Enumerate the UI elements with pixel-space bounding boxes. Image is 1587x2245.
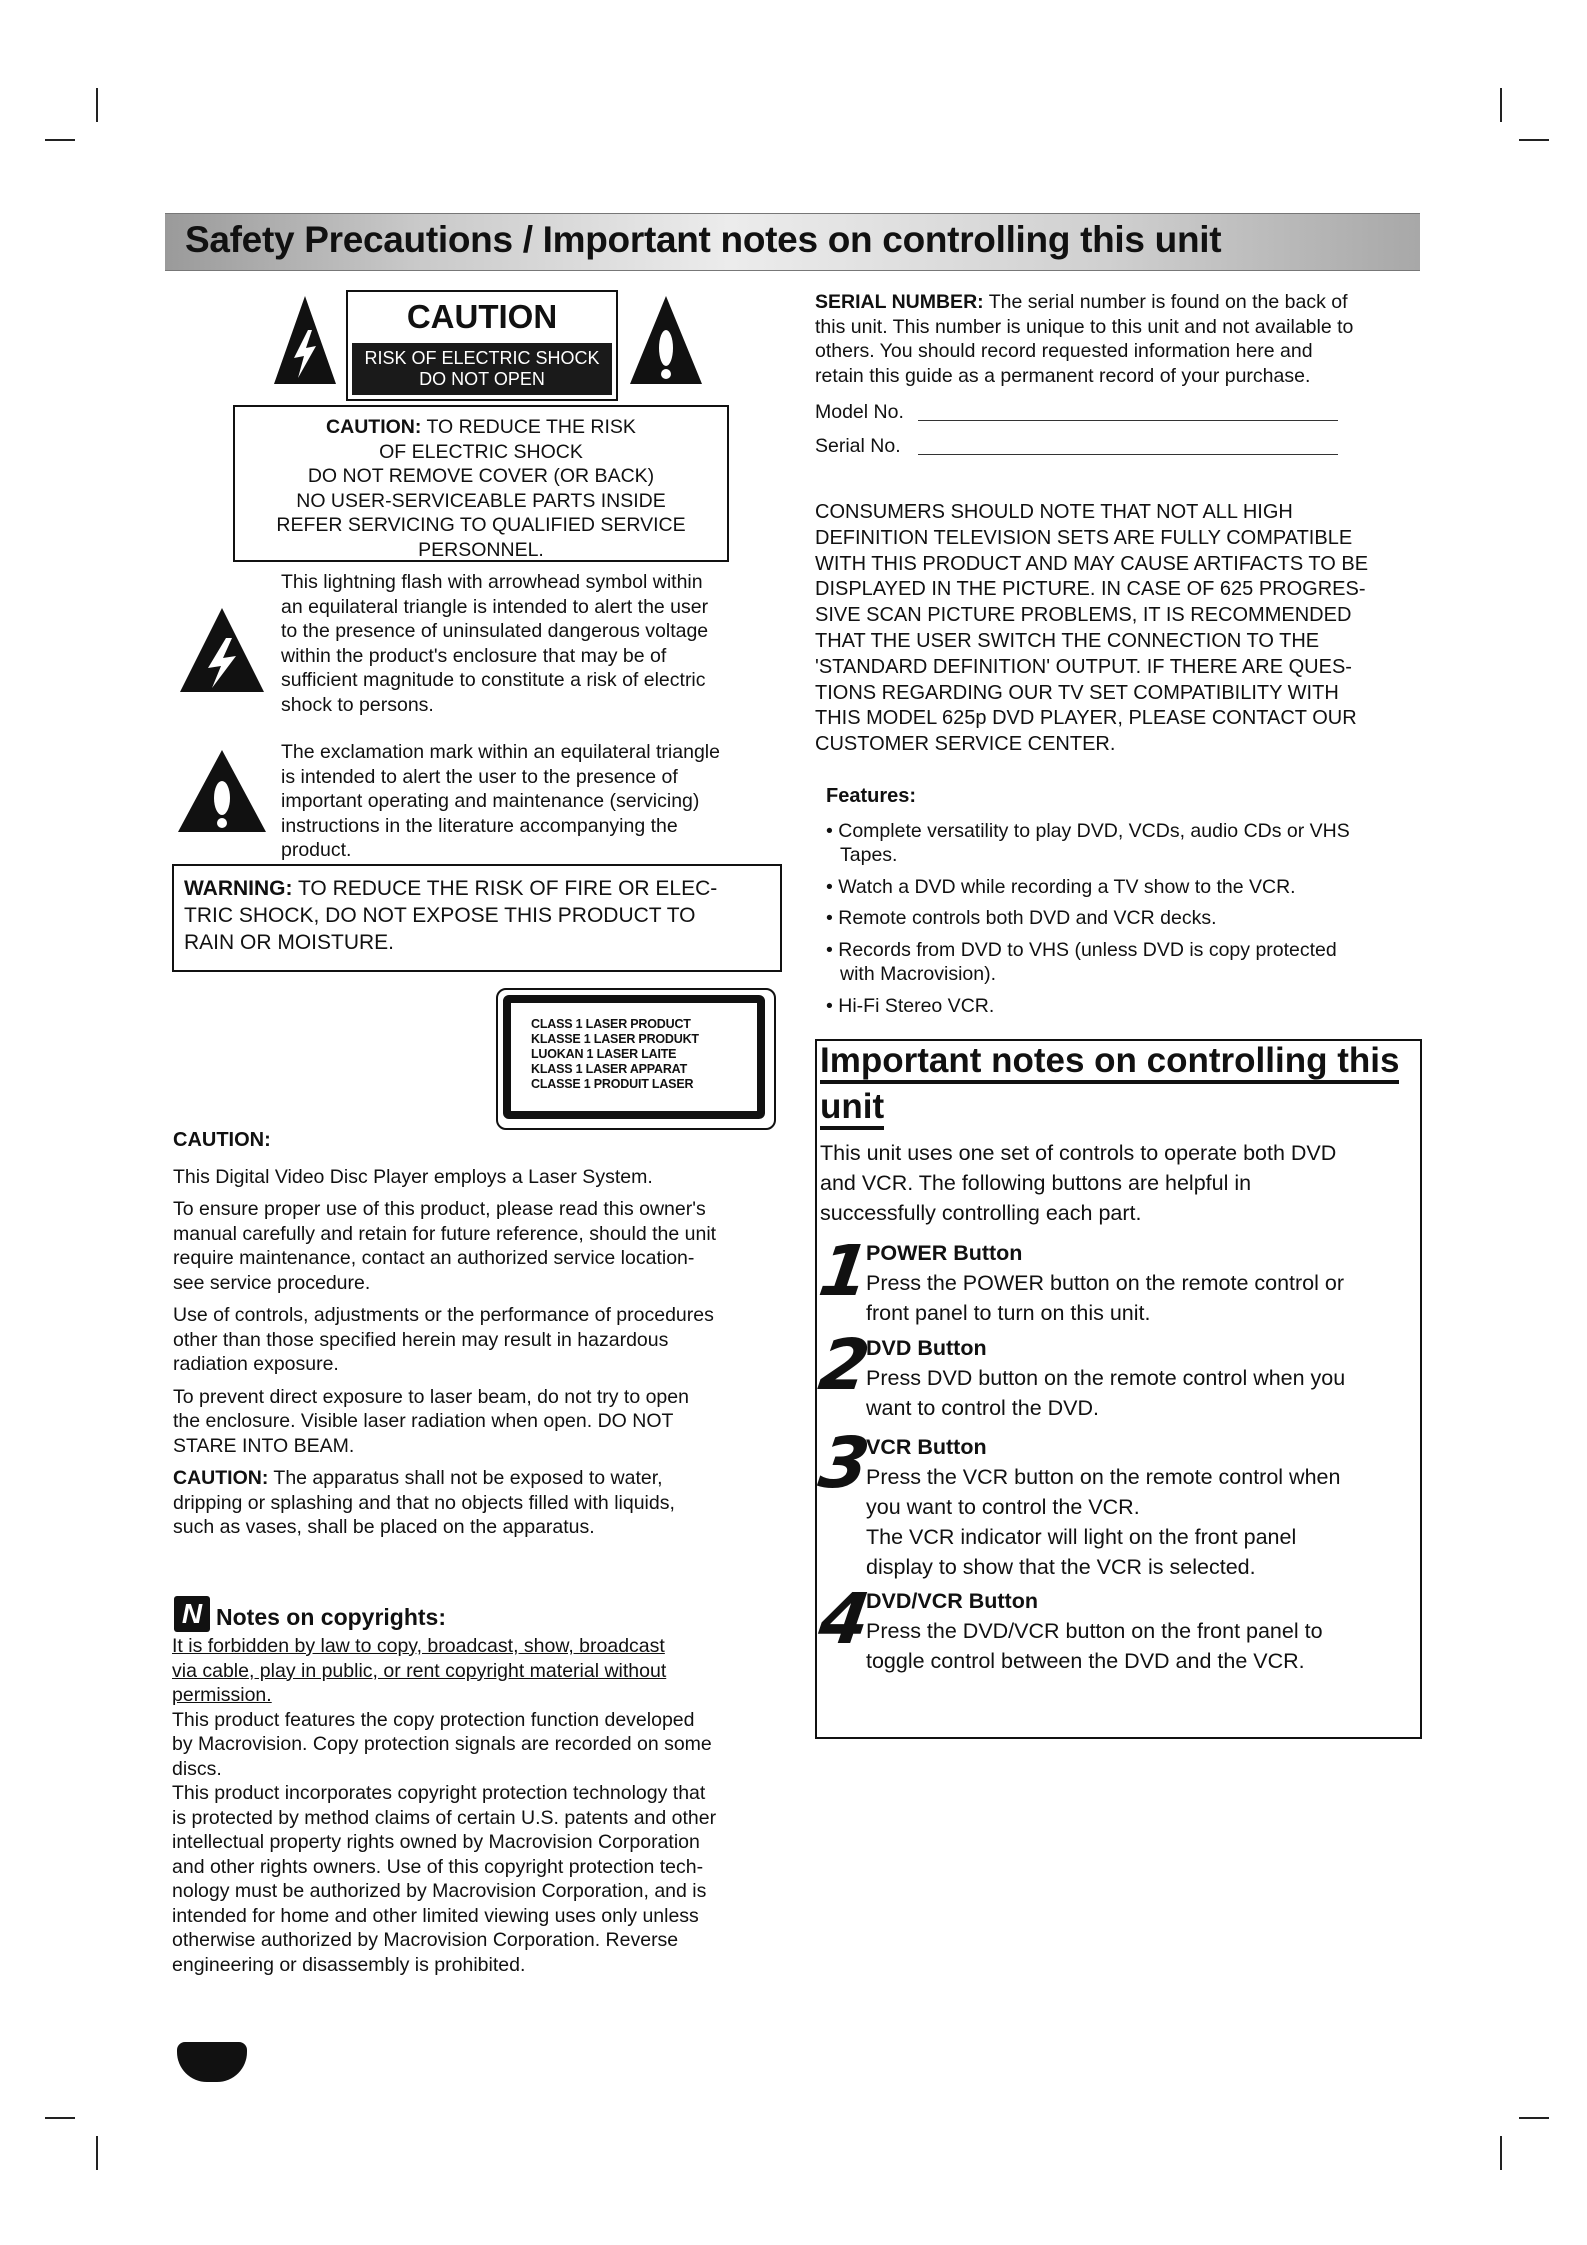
text-line: TIONS REGARDING OUR TV SET COMPATIBILITY WITH	[815, 681, 1339, 704]
text-line: retain this guide as a permanent record of your purchase.	[815, 364, 1311, 387]
text-line: this unit. This number is unique to this unit and not available to	[815, 315, 1354, 338]
important-notes-title	[820, 1038, 1420, 1130]
text-line: discs.	[172, 1757, 222, 1780]
text-line: • Watch a DVD while recording a TV show to the VCR.	[826, 875, 1296, 898]
text-line: other than those specified herein may result in hazardous	[173, 1328, 669, 1351]
text-line: This product features the copy protection function developed	[172, 1708, 695, 1731]
text-line: STARE INTO BEAM.	[173, 1434, 355, 1457]
caution-box-line: DO NOT REMOVE COVER (OR BACK)	[307, 465, 655, 487]
paragraph	[172, 1708, 792, 1782]
step-number: 1	[814, 1230, 875, 1312]
step-dvd	[866, 1333, 1426, 1423]
text-line: The exclamation mark within an equilateral triangle	[281, 741, 720, 763]
text-line: shock to persons.	[281, 693, 434, 716]
text-line: 'STANDARD DEFINITION' OUTPUT. IF THERE ARE QUES-	[815, 655, 1352, 678]
text-line: DISPLAYED IN THE PICTURE. IN CASE OF 625 PROGRES-	[815, 578, 1366, 601]
caution-box-line: REFER SERVICING TO QUALIFIED SERVICE	[276, 514, 686, 536]
caution-box-line: PERSONNEL.	[418, 538, 544, 561]
text-line: others. You should record requested information here and	[815, 340, 1313, 362]
lightning-warning-icon	[272, 292, 338, 388]
text-line: sufficient magnitude to constitute a risk of electric	[281, 669, 706, 691]
paragraph	[173, 1303, 793, 1377]
warning-label: WARNING:	[184, 877, 293, 900]
lightning-triangle-icon	[176, 604, 268, 696]
step-title: VCR Button	[866, 1435, 987, 1459]
copyright-warning	[172, 1634, 792, 1708]
text-line: To ensure proper use of this product, please read this owner's	[173, 1198, 706, 1220]
text-line: To prevent direct exposure to laser beam, do not try to open	[173, 1385, 689, 1408]
text-line: require maintenance, contact an authorized service location-	[173, 1247, 695, 1269]
text-line: see service procedure.	[173, 1271, 371, 1294]
laser-label-line: KLASSE 1 LASER PRODUKT	[531, 1032, 699, 1046]
model-no-label: Model No.	[815, 401, 904, 423]
text-line: to the presence of uninsulated dangerous voltage	[281, 620, 709, 642]
laser-label-line: KLASS 1 LASER APPARAT	[531, 1062, 687, 1076]
laser-label-line: CLASS 1 LASER PRODUCT	[531, 1017, 691, 1031]
exclamation-triangle-icon	[176, 748, 268, 834]
feature-item	[826, 875, 1426, 900]
title-line: unit	[820, 1087, 884, 1130]
text-line: Press the VCR button on the remote control when	[866, 1465, 1341, 1489]
text-line: It is forbidden by law to copy, broadcast, show, broadcast	[172, 1635, 665, 1657]
warning-line: RAIN OR MOISTURE.	[184, 931, 395, 954]
text-line: front panel to turn on this unit.	[866, 1301, 1151, 1325]
caution-box-line: TO REDUCE THE RISK	[426, 416, 636, 438]
warning-box	[172, 864, 782, 972]
text-line: • Records from DVD to VHS (unless DVD is copy protected	[826, 938, 1337, 961]
caution-sign-word: CAUTION	[406, 298, 558, 335]
text-line: CUSTOMER SERVICE CENTER.	[815, 733, 1116, 756]
caution-box-line: OF ELECTRIC SHOCK	[379, 440, 583, 463]
text-line: Use of controls, adjustments or the performance of procedures	[173, 1304, 714, 1326]
text-line: intellectual property rights owned by Macrovision Corporation	[172, 1831, 700, 1853]
step-number: 4	[814, 1578, 875, 1660]
serial-label: SERIAL NUMBER:	[815, 291, 984, 313]
caution-sign-line: DO NOT OPEN	[419, 369, 545, 389]
text-line: engineering or disassembly is prohibited.	[172, 1953, 526, 1976]
crop-mark	[1500, 88, 1502, 122]
text-line: DEFINITION TELEVISION SETS ARE FULLY COMPATIBLE	[815, 526, 1353, 549]
lightning-explanation	[281, 570, 781, 717]
caution-label: CAUTION:	[173, 1467, 269, 1489]
text-line: otherwise authorized by Macrovision Corporation. Reverse	[172, 1929, 679, 1951]
text-line: successfully controlling each part.	[820, 1201, 1142, 1225]
copyright-icon-letter: N	[181, 1598, 203, 1629]
text-line: dripping or splashing and that no objects filled with liquids,	[173, 1491, 675, 1514]
text-line: This product incorporates copyright protection technology that	[172, 1782, 706, 1804]
crop-mark	[45, 139, 75, 141]
copyright-section	[172, 1634, 792, 1977]
copyright-note-icon	[174, 1596, 210, 1632]
caution-box-line: NO USER-SERVICEABLE PARTS INSIDE	[296, 489, 666, 512]
text-line: This lightning flash with arrowhead symbol within	[281, 571, 703, 593]
text-line: an equilateral triangle is intended to alert the user	[281, 595, 709, 618]
text-line: toggle control between the DVD and the VCR.	[866, 1649, 1305, 1673]
exclamation-explanation	[281, 740, 781, 863]
important-intro	[820, 1138, 1420, 1228]
text-line: THIS MODEL 625p DVD PLAYER, PLEASE CONTACT OUR	[815, 707, 1357, 730]
text-line: and VCR. The following buttons are helpful in	[820, 1171, 1252, 1195]
warning-line: TRIC SHOCK, DO NOT EXPOSE THIS PRODUCT TO	[184, 904, 696, 927]
warning-line: TO REDUCE THE RISK OF FIRE OR ELEC-	[297, 877, 718, 900]
step-number: 3	[814, 1422, 875, 1504]
text-line: • Complete versatility to play DVD, VCDs, audio CDs or VHS	[826, 819, 1350, 842]
paragraph	[173, 1466, 793, 1540]
page-number-tab	[177, 2042, 247, 2082]
crop-mark	[96, 2136, 98, 2170]
serial-no-label: Serial No.	[815, 435, 901, 457]
text-line: CONSUMERS SHOULD NOTE THAT NOT ALL HIGH	[815, 501, 1293, 523]
page-title: Safety Precautions / Important notes on controlling this unit	[185, 219, 1222, 260]
step-number: 2	[814, 1324, 875, 1406]
copyright-heading: Notes on copyrights:	[216, 1604, 447, 1630]
laser-label-line: CLASSE 1 PRODUIT LASER	[531, 1077, 694, 1091]
text-line: permission.	[172, 1684, 272, 1706]
serial-no-line	[918, 454, 1338, 455]
text-line: • Remote controls both DVD and VCR decks.	[826, 907, 1217, 929]
text-line: such as vases, shall be placed on the apparatus.	[173, 1516, 595, 1538]
page-header-bar	[165, 213, 1420, 271]
text-line: Press DVD button on the remote control when you	[866, 1366, 1346, 1390]
title-line: Important notes on controlling this	[820, 1041, 1399, 1084]
text-line: display to show that the VCR is selected.	[866, 1555, 1256, 1579]
crop-mark	[45, 2117, 75, 2119]
paragraph	[173, 1197, 793, 1295]
feature-item	[826, 938, 1426, 987]
text-line: SIVE SCAN PICTURE PROBLEMS, IT IS RECOMMENDED	[815, 604, 1352, 627]
text-line: by Macrovision. Copy protection signals are recorded on some	[172, 1733, 712, 1755]
caution-sign-band	[352, 343, 612, 395]
crop-mark	[1500, 2136, 1502, 2170]
text-line: • Hi-Fi Stereo VCR.	[826, 994, 995, 1017]
text-line: via cable, play in public, or rent copyright material without	[172, 1659, 667, 1682]
text-line: This unit uses one set of controls to operate both DVD	[820, 1141, 1337, 1165]
text-line: Press the DVD/VCR button on the front panel to	[866, 1619, 1323, 1643]
feature-item	[826, 819, 1426, 868]
text-line: WITH THIS PRODUCT AND MAY CAUSE ARTIFACTS TO BE	[815, 552, 1369, 575]
paragraph	[172, 1781, 792, 1977]
text-line: nology must be authorized by Macrovision Corporation, and is	[172, 1880, 707, 1902]
laser-label-line: LUOKAN 1 LASER LAITE	[531, 1047, 677, 1061]
text-line: instructions in the literature accompanying the	[281, 814, 678, 837]
text-line: important operating and maintenance (servicing)	[281, 790, 700, 812]
step-title: DVD Button	[866, 1336, 987, 1360]
model-no-line	[918, 420, 1338, 421]
consumers-notice	[815, 500, 1435, 758]
text-line: manual carefully and retain for future reference, should the unit	[173, 1222, 717, 1245]
text-line: with Macrovision).	[840, 963, 997, 985]
text-line: want to control the DVD.	[866, 1396, 1100, 1420]
laser-product-label	[531, 1017, 751, 1092]
text-line: you want to control the VCR.	[866, 1495, 1140, 1519]
caution-sign	[346, 290, 618, 401]
text-line: the enclosure. Visible laser radiation when open. DO NOT	[173, 1410, 674, 1432]
paragraph	[173, 1385, 793, 1459]
caution-box	[233, 405, 729, 562]
text-line: This Digital Video Disc Player employs a Laser System.	[173, 1165, 653, 1188]
step-power	[866, 1238, 1426, 1328]
text-line: is protected by method claims of certain U.S. patents and other	[172, 1806, 717, 1829]
text-line: Press the POWER button on the remote control or	[866, 1271, 1344, 1295]
step-title: DVD/VCR Button	[866, 1589, 1038, 1613]
text-line: Tapes.	[840, 844, 898, 866]
text-line: and other rights owners. Use of this copyright protection tech-	[172, 1855, 704, 1878]
step-vcr	[866, 1432, 1426, 1582]
step-title: POWER Button	[866, 1241, 1023, 1265]
text-line: The serial number is found on the back of	[988, 291, 1348, 313]
caution-sign-line: RISK OF ELECTRIC SHOCK	[364, 348, 600, 368]
text-line: is intended to alert the user to the presence of	[281, 765, 678, 788]
text-line: The apparatus shall not be exposed to water,	[273, 1467, 663, 1489]
text-line: The VCR indicator will light on the front panel	[866, 1525, 1297, 1549]
caution-box-label: CAUTION:	[326, 416, 422, 438]
text-line: radiation exposure.	[173, 1353, 339, 1375]
step-dvd-vcr	[866, 1586, 1426, 1676]
section-heading: CAUTION:	[173, 1129, 271, 1151]
exclamation-warning-icon	[628, 292, 704, 388]
serial-number-section	[815, 290, 1425, 388]
crop-mark	[96, 88, 98, 122]
text-line: THAT THE USER SWITCH THE CONNECTION TO THE	[815, 629, 1320, 652]
text-line: intended for home and other limited viewing uses only unless	[172, 1904, 699, 1927]
laser-caution-section	[173, 1128, 793, 1540]
features-heading: Features:	[826, 785, 917, 807]
text-line: within the product's enclosure that may be of	[281, 644, 667, 667]
features-section	[826, 784, 1426, 1018]
crop-mark	[1519, 139, 1549, 141]
feature-item	[826, 906, 1426, 931]
feature-item	[826, 994, 1426, 1019]
text-line: product.	[281, 839, 352, 861]
crop-mark	[1519, 2117, 1549, 2119]
